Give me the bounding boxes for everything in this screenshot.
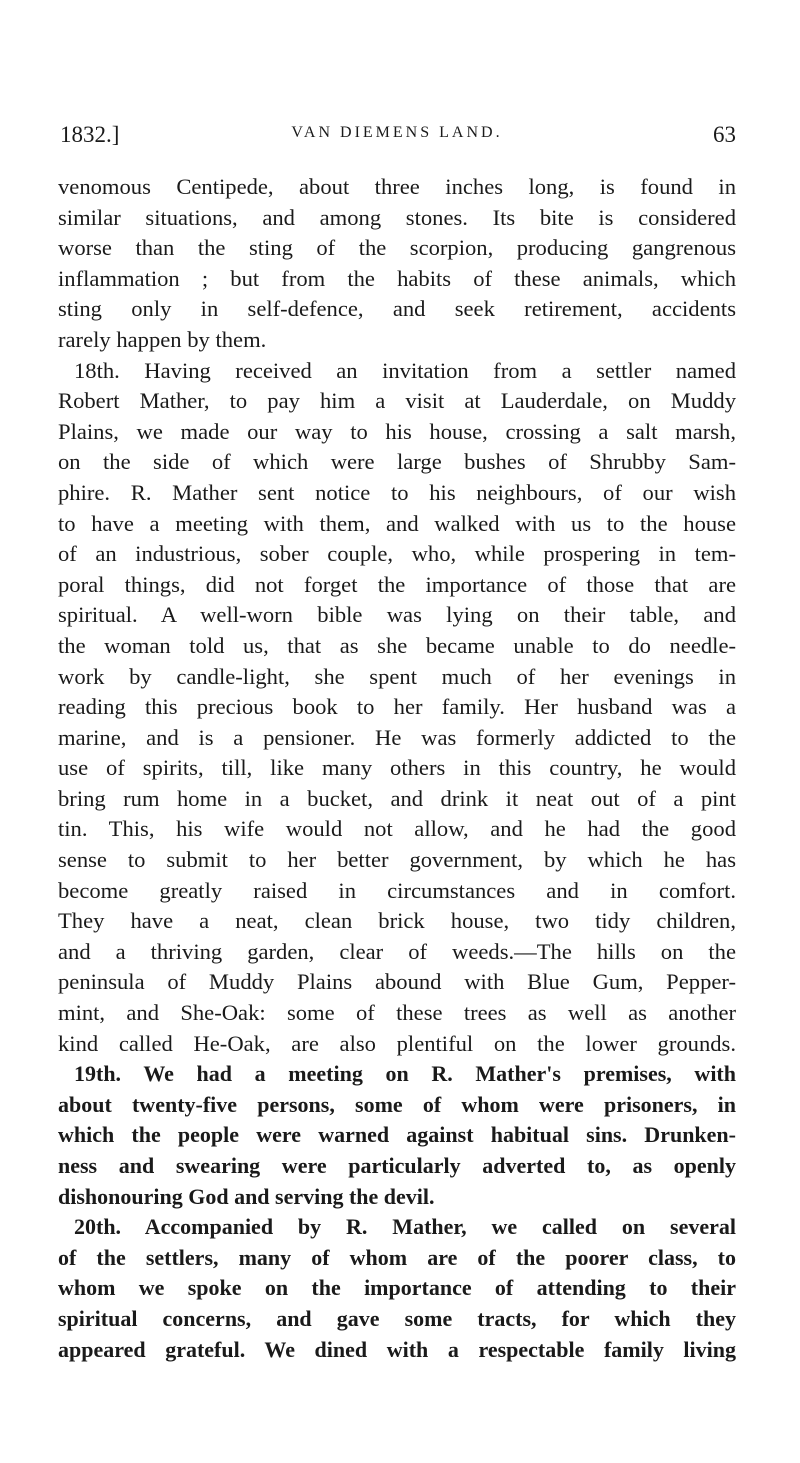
text-line: 20th. Accompanied by R. Mather, we called on several — [74, 1214, 736, 1240]
text-line: sense to submit to her better government, by which he has — [58, 847, 736, 873]
text-line: 19th. We had a meeting on R. Mather's premises, with — [74, 1061, 736, 1087]
text-line: use of spirits, till, like many others in this country, he would — [58, 755, 736, 781]
text-line: Plains, we made our way to his house, crossing a salt marsh, — [58, 418, 736, 444]
text-line: poral things, did not forget the importance of those that are — [58, 571, 736, 597]
body-text — [58, 172, 736, 1365]
text-line: Robert Mather, to pay him a visit at Lauderdale, on Muddy — [58, 388, 736, 414]
text-line: rarely happen by them. — [58, 326, 267, 352]
header-year: 1832.] — [60, 122, 120, 147]
text-line: They have a neat, clean brick house, two tidy children, — [58, 908, 736, 934]
text-line: similar situations, and among stones. Its bite is considered — [58, 204, 736, 230]
text-line: on the side of which were large bushes of Shrubby Sam- — [58, 449, 736, 475]
text-line: 18th. Having received an invitation from a settler named — [74, 357, 736, 383]
running-head — [58, 122, 736, 152]
text-line: work by candle-light, she spent much of her evenings in — [58, 663, 736, 689]
header-title: VAN DIEMENS LAND. — [291, 124, 503, 141]
text-line: dishonouring God and serving the devil. — [58, 1183, 435, 1209]
text-line: marine, and is a pensioner. He was formerly addicted to the — [58, 724, 736, 750]
bold-section — [58, 1059, 736, 1365]
page-number: 63 — [713, 122, 736, 147]
text-line: phire. R. Mather sent notice to his neighbours, of our wish — [58, 479, 736, 505]
text-line: spiritual. A well-worn bible was lying on their table, and — [58, 602, 736, 628]
text-line: worse than the sting of the scorpion, producing gangrenous — [58, 235, 736, 261]
text-line: peninsula of Muddy Plains abound with Blue Gum, Pepper- — [58, 969, 736, 995]
text-line: and a thriving garden, clear of weeds.—The hills on the — [58, 938, 736, 964]
text-line: the woman told us, that as she became unable to do needle- — [58, 632, 736, 658]
text-line: appeared grateful. We dined with a respectable family living — [58, 1336, 736, 1362]
text-line: spiritual concerns, and gave some tracts, for which they — [58, 1305, 736, 1331]
text-line: tin. This, his wife would not allow, and he had the good — [58, 816, 736, 842]
text-line: become greatly raised in circumstances and in comfort. — [58, 877, 736, 903]
text-line: about twenty-five persons, some of whom were prisoners, in — [58, 1091, 736, 1117]
text-line: sting only in self-defence, and seek retirement, accidents — [58, 296, 736, 322]
text-line: inflammation ; but from the habits of these animals, which — [58, 265, 736, 291]
text-line: mint, and She-Oak: some of these trees as well as another — [58, 1000, 736, 1026]
text-line: whom we spoke on the importance of attending to their — [58, 1275, 736, 1301]
text-line: ness and swearing were particularly adverted to, as openly — [58, 1153, 736, 1178]
text-line: which the people were warned against habitual sins. Drunken- — [58, 1122, 736, 1148]
text-line: kind called He-Oak, are also plentiful on the lower grounds. — [58, 1030, 736, 1056]
text-line: bring rum home in a bucket, and drink it neat out of a pint — [58, 785, 736, 811]
text-line: of an industrious, sober couple, who, while prospering in tem- — [58, 541, 736, 567]
text-line: venomous Centipede, about three inches long, is found in — [58, 174, 736, 199]
text-line: reading this precious book to her family. Her husband was a — [58, 694, 736, 720]
text-line: to have a meeting with them, and walked with us to the house — [58, 510, 736, 536]
text-line: of the settlers, many of whom are of the poorer class, to — [58, 1244, 736, 1270]
